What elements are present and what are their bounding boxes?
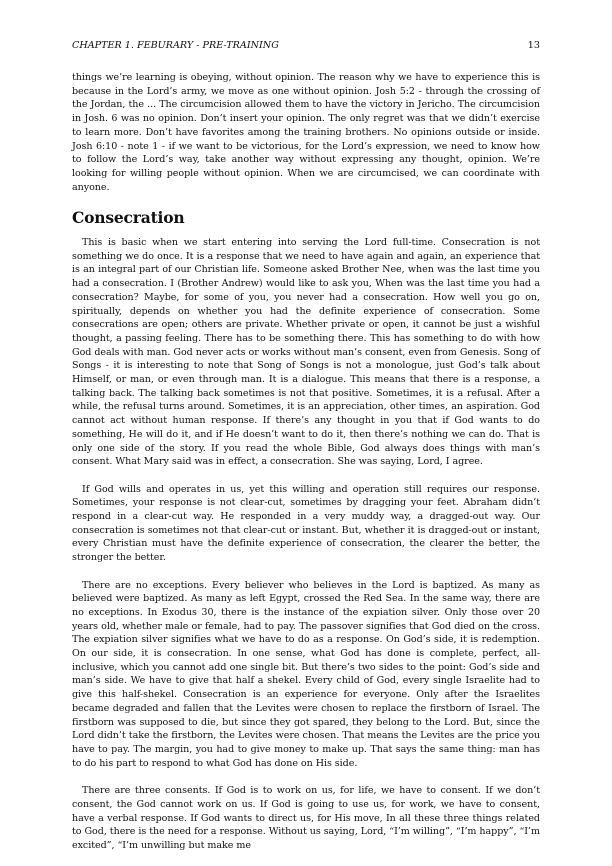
chapter-title: CHAPTER 1. FEBURARY - PRE-TRAINING [72,40,279,51]
page-body [72,71,540,866]
paragraph: There are no exceptions. Every believer who believes in the Lord is baptized. As many as believed were baptized. As many as left Egypt, crossed the Red Sea. In the same way, there are no exceptions. In Exodus 30, there is the instance of the expiation silver. Only those over 20 years old, whether male or female, had to pay. The passover signifies that God died on the cross. The expiation silver signifies what we have to do as a response. On God’s side, it is redemption. On our side, it is consecration. In one sense, what God has done is complete, perfect, all-inclusive, which you cannot add one single bit. But there’s two sides to the point: God’s side and man’s side. We have to give that half a shekel. Every child of God, every single Israelite had to give this half-shekel. Consecration is an experience for everyone. Only after the Israelites became degraded and fallen that the Levites were chosen to replace the firstborn of Israel. The firstborn was supposed to die, but since they got spared, they belong to the Lord. But, since the Lord didn’t take the firstborn, the Levites were chosen. That means the Levites are the price you have to pay. The margin, you had to give money to make up. That says the same thing: man has to do his part to respond to what God has done on His side. [72,579,540,769]
running-header [72,40,540,54]
paragraph: There are three consents. If God is to work on us, for life, we have to consent. If we don’t consent, the God cannot work on us. If God is going to use us, for work, we have to consent, have a verbal response. If God wants to direct us, for His move, In all these three things related to God, there is the need for a response. Without us saying, Lord, “I’m willing”, “I’m happy”, “I’m excited”, “I’m unwilling but make me [72,785,540,851]
continued-paragraph: things we’re learning is obeying, without opinion. The reason why we have to experience this is because in the Lord’s army, we move as one without opinion. Josh 5:2 - through the crossing of the Jordan, the ... The circumcision allowed them to have the victory in Jericho. The circumcision in Josh. 6 was no opinion. Don’t insert your opinion. The only regret was that we didn’t exercise to learn more. Don’t have favorites among the training brothers. No opinions outside or inside. Josh 6:10 - note 1 - if we want to be victorious, for the Lord’s expression, we need to know how to follow the Lord’s way, take another way without expressing any thought, opinion. We’re looking for willing people without opinion. When we are circumcised, we can coordinate with anyone. [72,72,540,193]
section-heading: Consecration [72,208,185,228]
page-number: 13 [527,40,540,51]
paragraph: This is basic when we start entering into serving the Lord full-time. Consecration is not something we do once. It is a response that we need to have again and again, an experience that is an integral part of our Christian life. Someone asked Brother Nee, when was the last time you had a consecration. I (Brother Andrew) would like to ask you, When was the last time you had a consecration? Maybe, for some of you, you never had a consecration. How well you go on, spiritually, depends on whether you had the definite experience of consecration. Some consecrations are open; others are private. Whether private or open, it cannot be just a wishful thought, a passing feeling. There has to be something there. This has something to do with how God deals with man. God never acts or works without man’s consent, even from Genesis. Song of Songs - it is interesting to note that Song of Songs is not a monologue, just God’s talk about Himself, or man, or even through man. It is a dialogue. This means that there is a response, a talking back. The talking back sometimes is not that positive. Sometimes, it is a refusal. After a while, the refusal turns around. Sometimes, it is an appreciation, other times, an aspiration. God cannot act without human response. If there’s any thought in you that if God wants to do something, He will do it, and if He doesn’t want to do it, then there’s nothing we can do. That is only one side of the story. If you read the whole Bible, God always does things with man’s consent. What Mary said was in effect, a consecration. She was saying, Lord, I agree. [72,237,540,468]
paragraph: If God wills and operates in us, yet this willing and operation still requires our response. Sometimes, your response is not clear-cut, sometimes by dragging your feet. Abraham didn’t respond in a clear-cut way. He responded in a very muddy way, a dragged-out way. Our consecration is sometimes not that clear-cut or instant. But, whether it is dragged-out or instant, every Christian must have the definite experience of consecration, the clearer the better, the stronger the better. [72,483,540,564]
